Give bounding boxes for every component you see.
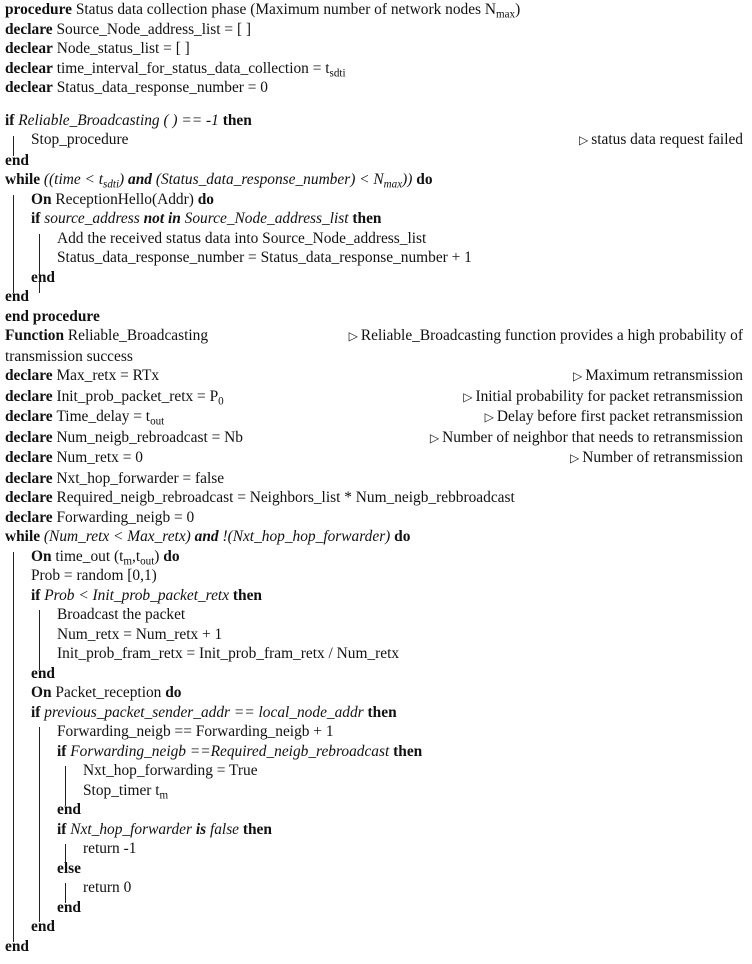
block-guide-line [13,136,14,156]
statement-line: Add the received status data into Source_Node_address_list [57,229,427,247]
block-guide-line [13,195,14,293]
declaration: declear time_interval_for_status_data_collection = $t_{sdti}$ [5,59,346,79]
declaration: declare Required_neigb_rebroadcast = Neighbors_list * Num_neigb_rebbroadcast [5,489,515,506]
comment: ▷ Delay before first packet retransmission [473,407,743,428]
declaration: declare Max_retx = RTx ▷ Maximum retransmission [5,366,743,387]
statement-line: return -1 [83,840,137,857]
comment: ▷ Maximum retransmission [561,366,743,387]
block-guide-line [39,727,40,922]
statement-line: Init_prob_fram_retx = Init_prob_fram_retx / Num_retx [57,645,400,662]
if-statement: if Prob < Init_prob_packet_retx then [31,586,262,604]
function-header: Function Reliable_Broadcasting ▷ Reliable_Broadcasting function provides a high probability of [5,326,743,347]
end-keyword: end [31,664,55,682]
comment: ▷ Initial probability for packet retransmission [451,387,743,408]
if-statement: if previous_packet_sender_addr == local_node_addr then [31,703,397,721]
while-statement: while (Num_retx < Max_retx) and !(Nxt_hop_hop_forwarder) do [5,528,411,545]
keyword-procedure: procedure [5,1,72,18]
if-statement: if Nxt_hop_forwarder is false then [57,820,272,838]
comment: ▷ Reliable_Broadcasting function provides a high probability of [337,326,743,347]
declaration: declare Num_retx = 0 ▷ Number of retransmission [5,448,743,469]
statement-line: Nxt_hop_forwarding = True [83,762,258,779]
statement-line: Status_data_response_number = Status_data_response_number + 1 [57,249,472,266]
block-guide-line [65,844,66,864]
end-keyword: end [5,937,29,955]
declaration: declear Status_data_response_number = 0 [5,79,269,96]
if-statement: if source_address not in Source_Node_address_list then [31,210,382,227]
end-keyword: end [5,151,29,169]
statement-line: Num_retx = Num_retx + 1 [57,625,223,643]
statement-line: Stop_timer $t_m$ [83,781,169,801]
function-name: Reliable_Broadcasting [67,327,209,344]
end-procedure: end procedure [5,307,100,325]
comment: ▷ status data request failed [567,130,743,151]
end-keyword: end [31,268,55,286]
if-statement: if Reliable_Broadcasting ( ) == -1 then [5,111,252,129]
block-guide-line [39,610,40,670]
block-guide-line [39,234,40,293]
statement-line: Broadcast the packet [57,606,186,623]
comment: ▷ Number of retransmission [558,448,743,469]
block-guide-line [65,883,66,903]
declaration: declare Source_Node_address_list = [ ] [5,20,252,38]
comment: ▷ Number of neighbor that needs to retransmission [418,428,743,449]
statement-line: Stop_procedure ▷ status data request failed [5,130,743,151]
while-statement: while ((time < $t_{sdti}$) and (Status_data_response_number) < $N_{max}$)) do [5,171,433,191]
declaration: declare Num_neigb_rebroadcast = Nb ▷ Number of neighbor that needs to retransmission [5,428,743,449]
declaration: declare Time_delay = $t_{out}$ ▷ Delay before first packet retransmission [5,407,743,428]
procedure-header [5,0,743,20]
else-keyword: else [57,859,81,877]
end-keyword: end [57,898,81,916]
end-keyword: end [31,918,55,935]
block-guide-line [65,766,66,806]
declaration: declare Nxt_hop_forwarder = false [5,469,225,487]
procedure-title: Status data collection phase (Maximum number of network nodes $N_{max}$) [75,1,521,21]
on-event: On time_out $(t_m,t_{out})$ do [31,547,180,567]
if-statement: if Forwarding_neigb ==Required_neigb_rebroadcast then [57,742,423,760]
algorithm-listing [5,0,743,956]
on-event: On Packet_reception do [31,684,182,701]
block-guide-line [13,552,14,942]
end-keyword: end [57,801,81,818]
statement-line: Prob = random [0,1) [31,567,157,584]
on-event: On ReceptionHello(Addr) do [31,190,214,208]
statement-line: return 0 [83,879,132,896]
declaration: declare Init_prob_packet_retx = $P_0$ ▷ Initial probability for packet retransmission [5,387,743,408]
statement-line: Forwarding_neigb == Forwarding_neigb + 1 [57,723,334,740]
comment-continuation: transmission success [5,347,133,365]
declaration: declare Forwarding_neigb = 0 [5,508,195,526]
declaration: declear Node_status_list = [ ] [5,40,190,57]
end-keyword: end [5,288,29,305]
